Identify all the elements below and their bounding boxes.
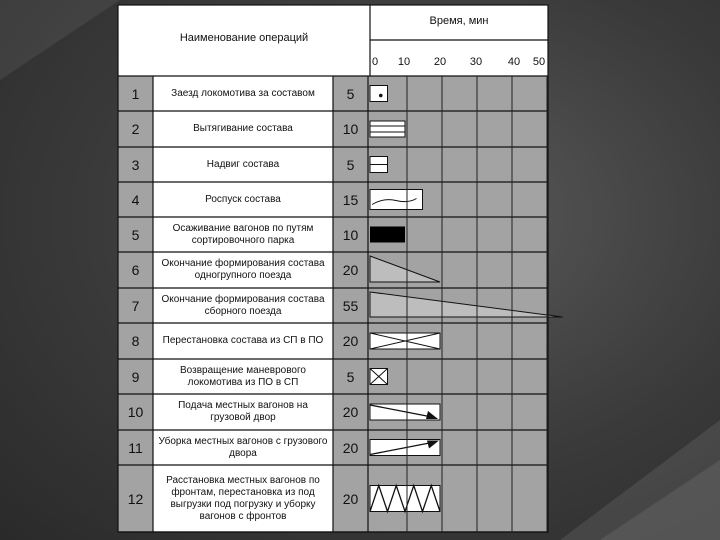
row-number: 7 bbox=[131, 297, 140, 314]
time-tick-label: 10 bbox=[397, 56, 411, 68]
time-tick-label: 20 bbox=[433, 56, 447, 68]
operation-duration: 5 bbox=[346, 156, 355, 173]
row-number: 4 bbox=[131, 191, 140, 208]
gantt-bar bbox=[370, 86, 388, 102]
operation-name: Возвращение маневрового локомотива из ПО в СП bbox=[180, 364, 306, 388]
gantt-dot bbox=[379, 94, 383, 98]
row-number: 8 bbox=[131, 333, 140, 349]
gantt-bar-row-4 bbox=[370, 190, 423, 210]
operation-duration: 20 bbox=[342, 333, 359, 349]
row-number: 10 bbox=[127, 404, 144, 420]
operation-name: Роспуск состава bbox=[205, 193, 281, 205]
operation-duration: 20 bbox=[342, 490, 359, 507]
row-number: 9 bbox=[131, 368, 140, 385]
operation-duration: 15 bbox=[342, 191, 359, 208]
operation-duration: 5 bbox=[346, 368, 355, 385]
gantt-bar-row-10 bbox=[370, 404, 440, 420]
row-number: 5 bbox=[131, 226, 140, 243]
time-tick-label: 50 bbox=[532, 56, 546, 68]
gantt-bar bbox=[370, 121, 405, 137]
time-header: Время, мин bbox=[429, 15, 489, 27]
operation-name: Расстановка местных вагонов по фронтам, перестановка из под выгрузки под погрузку и уборку вагонов с фронтов bbox=[166, 474, 320, 522]
operation-duration: 10 bbox=[342, 121, 359, 137]
time-tick-label: 0 bbox=[371, 56, 379, 68]
operation-name: Уборка местных вагонов с грузового двора bbox=[158, 435, 328, 459]
time-tick-label: 30 bbox=[469, 56, 483, 68]
row-number: 11 bbox=[128, 439, 143, 456]
operation-duration: 55 bbox=[342, 297, 359, 314]
operation-duration: 20 bbox=[342, 262, 359, 278]
gantt-bar-row-11 bbox=[370, 440, 440, 456]
gantt-bar-row-8 bbox=[370, 333, 440, 349]
gantt-bar-row-2 bbox=[370, 121, 405, 137]
gantt-bar-row-9 bbox=[370, 369, 388, 385]
operation-duration: 20 bbox=[342, 439, 359, 456]
operation-name: Окончание формирования состава сборного поезда bbox=[161, 293, 325, 317]
gantt-bar-row-1 bbox=[370, 86, 388, 102]
operation-duration: 5 bbox=[346, 85, 355, 102]
operation-name: Осаживание вагонов по путям сортировочного парка bbox=[172, 222, 314, 246]
gantt-bar-row-12 bbox=[370, 486, 440, 512]
operation-name: Надвиг состава bbox=[206, 158, 280, 170]
operation-name: Подача местных вагонов на грузовой двор bbox=[178, 400, 308, 423]
operation-name: Окончание формирования состава одногрупного поезда bbox=[161, 258, 325, 281]
row-number: 3 bbox=[131, 156, 140, 173]
time-tick-label: 40 bbox=[507, 56, 521, 68]
operations-header: Наименование операций bbox=[179, 32, 309, 44]
operation-name: Перестановка состава из СП в ПО bbox=[162, 335, 324, 346]
row-number: 2 bbox=[131, 121, 140, 137]
gantt-bar bbox=[370, 227, 405, 243]
row-number: 1 bbox=[131, 85, 140, 102]
gantt-bar-row-3 bbox=[370, 157, 388, 173]
row-number: 12 bbox=[127, 490, 144, 507]
row-number: 6 bbox=[131, 262, 140, 278]
operation-duration: 20 bbox=[342, 404, 359, 420]
operation-name: Заезд локомотива за составом bbox=[171, 87, 315, 99]
operation-name: Вытягивание состава bbox=[193, 123, 293, 134]
gantt-bar-row-5 bbox=[370, 227, 405, 243]
operation-duration: 10 bbox=[342, 226, 359, 243]
